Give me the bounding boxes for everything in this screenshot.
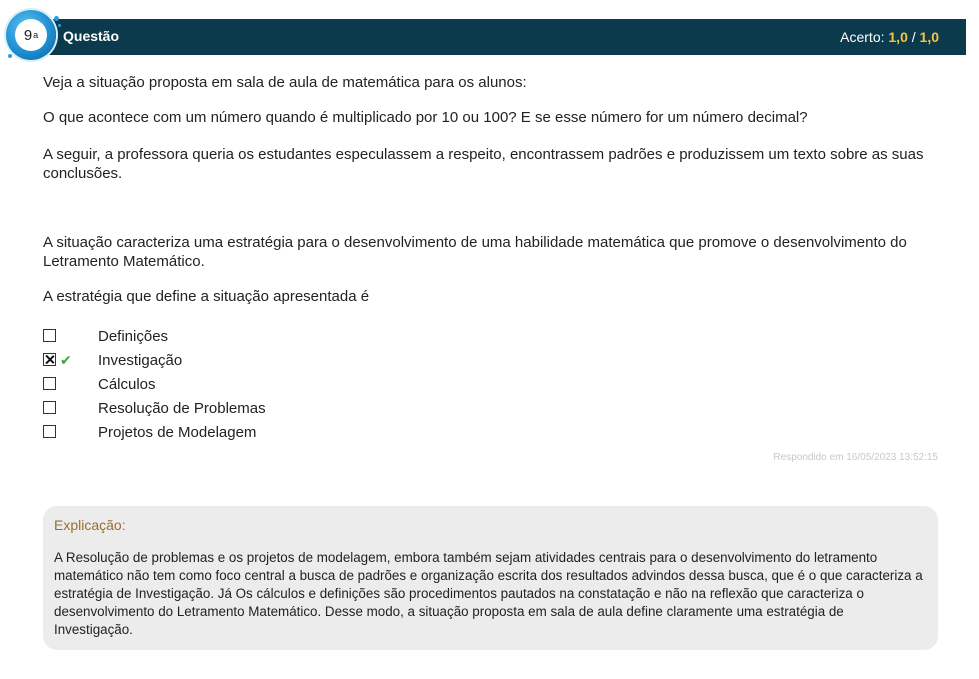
option-investigacao[interactable]: [43, 352, 443, 372]
question-ordinal: a: [33, 30, 39, 40]
option-label: Cálculos: [98, 376, 156, 393]
checkbox-x-icon[interactable]: [43, 353, 56, 366]
explanation-text: A Resolução de problemas e os projetos de modelagem, embora também sejam atividades centrais para o desenvolvimento do letramento matemático não tem como foco central a busca de padrões e organização escrita dos resultados advindos dessa busca, que é o que caracteriza a estratégia de Investigação. Já Os cálculos e definições são procedimentos pautados na constatação e não na reflexão que caracteriza o desenvolvimento do Letramento Matemático. Desse modo, a situação proposta em sala de aula define claramente uma estratégia de Investigação.: [54, 550, 923, 637]
checkbox[interactable]: [43, 425, 56, 438]
score-label: Acerto:: [840, 29, 885, 45]
option-definicoes[interactable]: [43, 328, 443, 348]
option-projetos-de-modelagem[interactable]: [43, 424, 443, 444]
option-calculos[interactable]: [43, 376, 443, 396]
body-paragraph-2: O que acontece com um número quando é multiplicado por 10 ou 100? E se esse número for um número decimal?: [43, 109, 808, 126]
decorative-dot: [54, 16, 59, 21]
checkbox[interactable]: [43, 377, 56, 390]
checkbox[interactable]: [43, 329, 56, 342]
option-label: Investigação: [98, 352, 183, 369]
decorative-dot: [58, 24, 61, 27]
badge-circle: [6, 10, 56, 60]
question-number-badge: [6, 10, 64, 68]
option-label: Resolução de Problemas: [98, 400, 266, 417]
answered-timestamp: Respondido em 16/05/2023 13:52:15: [773, 452, 938, 463]
question-header: [18, 19, 966, 55]
option-label: Definições: [98, 328, 169, 345]
score-obtained: 1,0: [888, 29, 908, 45]
check-icon: ✔: [60, 352, 72, 368]
question-number: 9: [23, 26, 33, 44]
body-paragraph-1: Veja a situação proposta em sala de aula de matemática para os alunos:: [43, 74, 527, 91]
explanation-title: Explicação:: [54, 517, 126, 533]
option-label: Projetos de Modelagem: [98, 424, 257, 441]
decorative-dot: [8, 54, 12, 58]
question-prompt: A estratégia que define a situação apresentada é: [43, 288, 370, 305]
question-title: Questão: [63, 28, 120, 44]
checkbox[interactable]: [43, 401, 56, 414]
score-separator: /: [911, 29, 916, 45]
score-max: 1,0: [919, 29, 939, 45]
option-resolucao-de-problemas[interactable]: [43, 400, 443, 420]
body-paragraph-3: A seguir, a professora queria os estudantes especulassem a respeito, encontrassem padrões e produzissem um texto sobre as suas conclusões.: [43, 146, 924, 182]
score-display: [840, 29, 939, 45]
explanation-box: [43, 506, 938, 650]
body-paragraph-4: A situação caracteriza uma estratégia para o desenvolvimento de uma habilidade matemática que promove o desenvolvimento do Letramento Matemático.: [43, 234, 907, 270]
